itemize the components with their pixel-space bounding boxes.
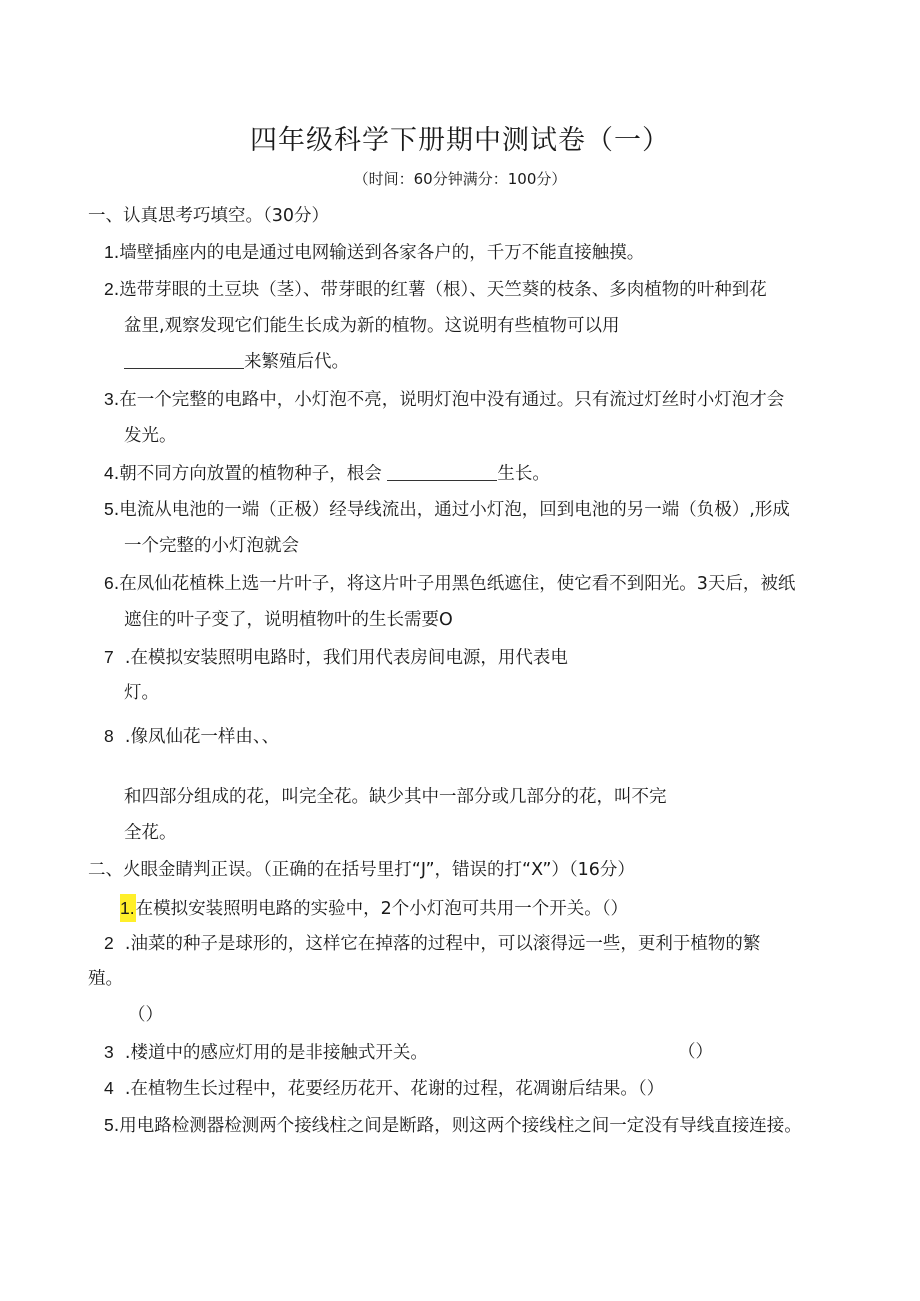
question-number: 3 xyxy=(104,389,114,409)
question-text: .油菜的种子是球形的，这样它在掉落的过程中，可以滚得远一些，更利于植物的繁 xyxy=(124,934,761,954)
question-text: 生长。 xyxy=(497,464,550,484)
question-number: 1 xyxy=(104,242,114,262)
s1-question-1 xyxy=(104,240,644,265)
s2-question-1 xyxy=(120,894,628,922)
s1-question-5-line-2: 一个完整的小灯泡就会 xyxy=(124,536,299,556)
s1-question-8 xyxy=(104,724,279,749)
page-subtitle: （时间：60分钟满分：100分） xyxy=(353,170,567,188)
question-number: 6 xyxy=(104,573,114,593)
s1-question-3 xyxy=(104,387,784,412)
s1-question-4 xyxy=(104,461,550,486)
s1-question-8-line-3: 全花。 xyxy=(124,823,177,843)
question-text: .在模拟安装照明电路时，我们用代表房间电源，用代表电 xyxy=(124,648,568,668)
question-number: 4 xyxy=(104,463,114,483)
question-text: .电流从电池的一端（正极）经导线流出，通过小灯泡，回到电池的另一端（负极）,形成 xyxy=(113,500,790,520)
question-text: .楼道中的感应灯用的是非接触式开关。 xyxy=(124,1043,428,1063)
s1-question-7-line-2: 灯。 xyxy=(124,683,159,703)
s1-question-6 xyxy=(104,571,795,596)
section-1-heading: 一、认真思考巧填空。（30分） xyxy=(88,206,330,226)
s2-question-5 xyxy=(104,1113,802,1138)
s1-question-5 xyxy=(104,497,790,522)
s2-question-2-line-2: 殖。 xyxy=(88,969,123,989)
s2-question-2 xyxy=(104,931,760,956)
question-number: 2 xyxy=(104,933,114,953)
question-text: .用电路检测器检测两个接线柱之间是断路，则这两个接线柱之间一定没有导线直接连接。 xyxy=(113,1116,802,1136)
section-2-heading: 二、火眼金睛判正误。（正确的在括号里打“J”，错误的打“X”）（16分） xyxy=(88,860,635,880)
question-text: .在凤仙花植株上选一片叶子，将这片叶子用黑色纸遮住，使它看不到阳光。3天后，被纸 xyxy=(113,574,796,594)
question-text: 来繁殖后代。 xyxy=(244,352,349,372)
question-number: 5 xyxy=(104,1115,114,1135)
s1-question-7 xyxy=(104,645,568,670)
question-number: 3 xyxy=(104,1042,114,1062)
s2-question-2-answer-paren[interactable]: （） xyxy=(128,1005,163,1025)
question-number-highlighted: 1. xyxy=(120,894,136,922)
s1-question-2 xyxy=(104,277,767,302)
s1-question-2-line-3 xyxy=(124,350,349,374)
question-number: 4 xyxy=(104,1078,114,1098)
page-title: 四年级科学下册期中测试卷（一） xyxy=(250,125,670,156)
question-text: .在植物生长过程中，花要经历花开、花谢的过程，花凋谢后结果。（） xyxy=(124,1079,665,1099)
s2-question-3 xyxy=(104,1040,428,1065)
question-text: .像凤仙花一样由、、 xyxy=(124,727,280,747)
question-text: .墙壁插座内的电是通过电网输送到各家各户的，千万不能直接触摸。 xyxy=(113,243,645,263)
question-number: 7 xyxy=(104,647,114,667)
question-number: 5 xyxy=(104,499,114,519)
question-number: 2 xyxy=(104,279,114,299)
s2-question-3-answer-paren[interactable]: （） xyxy=(678,1042,713,1062)
question-text: .选带芽眼的土豆块（茎）、带芽眼的红薯（根）、天竺葵的枝条、多肉植物的叶种到花 xyxy=(113,280,767,300)
answer-blank[interactable] xyxy=(387,462,497,481)
s1-question-6-line-2: 遮住的叶子变了，说明植物叶的生长需要O xyxy=(124,610,453,630)
question-text: .朝不同方向放置的植物种子，根会 xyxy=(113,464,382,484)
s2-question-4 xyxy=(104,1076,664,1101)
s1-question-2-line-2: 盆里,观察发现它们能生长成为新的植物。这说明有些植物可以用 xyxy=(124,316,620,336)
question-number: 8 xyxy=(104,726,114,746)
question-text: 在模拟安装照明电路的实验中，2个小灯泡可共用一个开关。（） xyxy=(135,899,628,919)
s1-question-8-line-2: 和四部分组成的花，叫完全花。缺少其中一部分或几部分的花，叫不完 xyxy=(124,787,667,807)
question-text: .在一个完整的电路中，小灯泡不亮，说明灯泡中没有通过。只有流过灯丝时小灯泡才会 xyxy=(113,390,785,410)
s1-question-3-line-2: 发光。 xyxy=(124,426,177,446)
answer-blank[interactable] xyxy=(124,350,244,369)
